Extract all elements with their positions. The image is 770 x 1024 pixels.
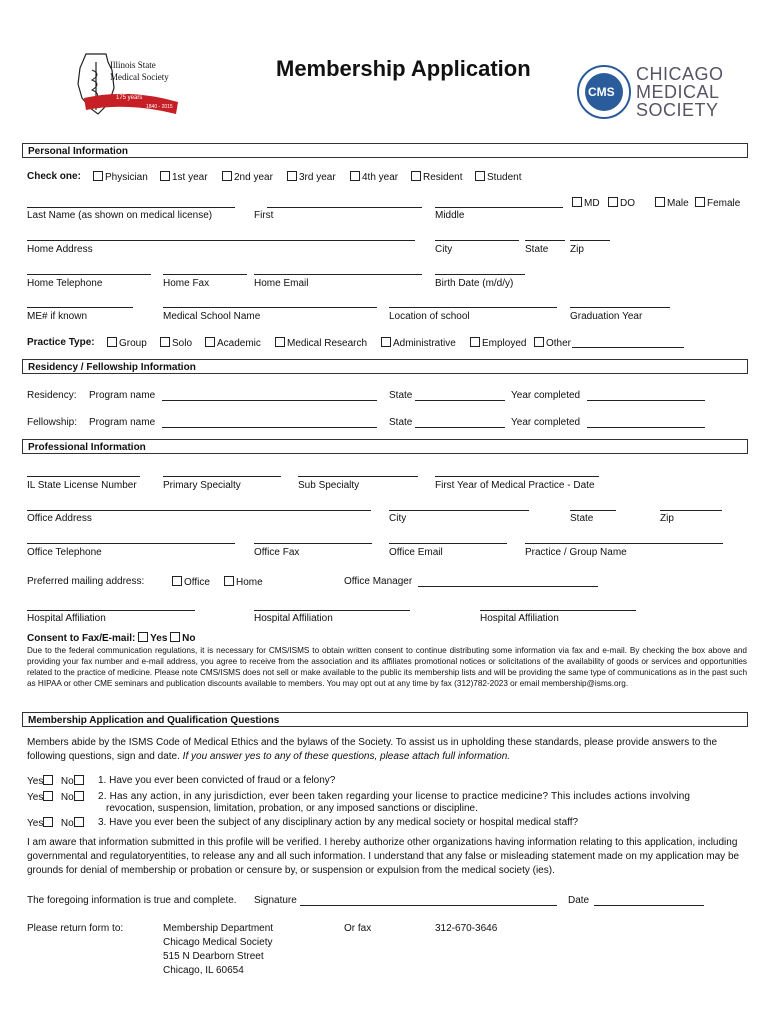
opt-label: Male bbox=[667, 198, 689, 209]
opt-label: 1st year bbox=[172, 172, 208, 183]
no-checkbox[interactable] bbox=[74, 775, 84, 785]
checkbox[interactable] bbox=[695, 197, 705, 207]
opt-administrative[interactable] bbox=[381, 337, 456, 349]
opt-2nd-year[interactable] bbox=[222, 171, 273, 183]
opt-label: Academic bbox=[217, 338, 261, 349]
checkbox[interactable] bbox=[160, 337, 170, 347]
field-line-primary[interactable] bbox=[163, 476, 281, 477]
label-office-email: Office Email bbox=[389, 547, 443, 558]
label-home-fax: Home Fax bbox=[163, 278, 210, 289]
label-office-city: City bbox=[389, 513, 407, 524]
opt-mail-office[interactable] bbox=[172, 576, 210, 588]
opt-group[interactable] bbox=[107, 337, 147, 349]
opt-label: Yes bbox=[150, 633, 168, 644]
label-office-address: Office Address bbox=[27, 513, 92, 524]
checkbox[interactable] bbox=[350, 171, 360, 181]
field-line-state[interactable] bbox=[525, 240, 565, 241]
field-line-first[interactable] bbox=[267, 207, 422, 208]
opt-label: MD bbox=[584, 198, 600, 209]
q3-text: 3. Have you ever been the subject of any disciplinary action by any medical society or hospital medical staff? bbox=[98, 817, 579, 828]
label-office-manager: Office Manager bbox=[344, 576, 413, 587]
label-hospital-1: Hospital Affiliation bbox=[27, 613, 106, 624]
opt-female[interactable] bbox=[695, 197, 740, 209]
checkbox[interactable] bbox=[93, 171, 103, 181]
field-line-location[interactable] bbox=[389, 307, 557, 308]
field-line-office-email[interactable] bbox=[389, 543, 507, 544]
field-line-grad[interactable] bbox=[570, 307, 670, 308]
opt-resident[interactable] bbox=[411, 171, 462, 183]
label-foregoing: The foregoing information is true and complete. bbox=[27, 895, 237, 906]
yes-label: Yes bbox=[27, 792, 44, 803]
cms-logo-line2: MEDICAL bbox=[636, 82, 720, 102]
opt-student[interactable] bbox=[475, 171, 521, 183]
opt-label: Other bbox=[546, 338, 572, 349]
no-label: No bbox=[60, 776, 74, 787]
checkbox[interactable] bbox=[160, 171, 170, 181]
opt-label: DO bbox=[620, 198, 635, 209]
label-signature: Signature bbox=[254, 895, 297, 906]
checkbox[interactable] bbox=[107, 337, 117, 347]
no-label: No bbox=[60, 792, 74, 803]
q1-answer[interactable] bbox=[27, 775, 86, 787]
qualification-intro bbox=[27, 736, 747, 764]
field-line-hospital-2[interactable] bbox=[254, 610, 410, 611]
address-line-4: Chicago, IL 60654 bbox=[163, 965, 244, 976]
consent-row bbox=[27, 632, 196, 644]
consent-yes-option[interactable] bbox=[138, 633, 167, 644]
label-license: IL State License Number bbox=[27, 480, 137, 491]
field-line-me[interactable] bbox=[27, 307, 133, 308]
checkbox[interactable] bbox=[411, 171, 421, 181]
cms-logo-line1: CHICAGO bbox=[636, 64, 724, 84]
opt-4th-year[interactable] bbox=[350, 171, 398, 183]
field-line-city[interactable] bbox=[435, 240, 519, 241]
q2-text-cont: revocation, suspension, limitation, probation, or any imposed sanctions or discipline. bbox=[106, 803, 478, 814]
opt-label: Student bbox=[487, 172, 522, 183]
field-line-office-zip[interactable] bbox=[660, 510, 722, 511]
q3-answer[interactable] bbox=[27, 817, 86, 829]
label-fellowship: Fellowship: bbox=[27, 417, 78, 428]
field-line-office-city[interactable] bbox=[389, 510, 529, 511]
field-line-last-name[interactable] bbox=[27, 207, 235, 208]
label-state: State bbox=[525, 244, 549, 255]
label-return: Please return form to: bbox=[27, 923, 124, 934]
address-line-3: 515 N Dearborn Street bbox=[163, 951, 264, 962]
label-office-fax: Office Fax bbox=[254, 547, 300, 558]
opt-mail-home[interactable] bbox=[224, 576, 263, 588]
label-home-address: Home Address bbox=[27, 244, 93, 255]
field-line-first-year[interactable] bbox=[435, 476, 599, 477]
label-home-tel: Home Telephone bbox=[27, 278, 103, 289]
opt-male[interactable] bbox=[655, 197, 689, 209]
field-line-office-state[interactable] bbox=[570, 510, 616, 511]
checkbox[interactable] bbox=[224, 576, 234, 586]
label-middle: Middle bbox=[435, 210, 465, 221]
field-line-home-fax[interactable] bbox=[163, 274, 247, 275]
yes-label: Yes bbox=[27, 818, 44, 829]
opt-solo[interactable] bbox=[160, 337, 192, 349]
label-zip: Zip bbox=[570, 244, 584, 255]
checkbox[interactable] bbox=[275, 337, 285, 347]
field-line-res-program[interactable] bbox=[162, 400, 377, 401]
opt-physician[interactable] bbox=[93, 171, 148, 183]
opt-do[interactable] bbox=[608, 197, 635, 209]
isms-logo-years: 1840 - 2015 bbox=[146, 104, 173, 110]
opt-label: 3rd year bbox=[299, 172, 336, 183]
field-line-home-tel[interactable] bbox=[27, 274, 151, 275]
label-primary: Primary Specialty bbox=[163, 480, 241, 491]
checkbox[interactable] bbox=[475, 171, 485, 181]
label-group-name: Practice / Group Name bbox=[525, 547, 627, 558]
no-checkbox[interactable] bbox=[74, 817, 84, 827]
checkbox[interactable] bbox=[655, 197, 665, 207]
label-first-year: First Year of Medical Practice - Date bbox=[435, 480, 595, 491]
label-res-year: Year completed bbox=[511, 390, 581, 401]
practice-type-label: Practice Type: bbox=[27, 337, 95, 348]
cms-logo-line3: SOCIETY bbox=[636, 100, 719, 120]
q2-answer[interactable] bbox=[27, 791, 86, 803]
label-sub: Sub Specialty bbox=[298, 480, 360, 491]
label-me: ME# if known bbox=[27, 311, 88, 322]
section-professional: Professional Information bbox=[22, 439, 748, 454]
yes-checkbox[interactable] bbox=[43, 791, 53, 801]
consent-no-option[interactable] bbox=[170, 633, 195, 644]
label-home-email: Home Email bbox=[254, 278, 309, 289]
opt-label: Administrative bbox=[393, 338, 456, 349]
isms-logo-banner: 175 years bbox=[116, 95, 143, 101]
checkbox[interactable] bbox=[534, 337, 544, 347]
opt-academic[interactable] bbox=[205, 337, 261, 349]
label-date: Date bbox=[568, 895, 590, 906]
intro-text: Members abide by the ISMS Code of Medical Ethics and the bylaws of the Society. To assist us in upholding these standards, please provide answers to the following questions, sign and date. bbox=[27, 737, 718, 762]
checkbox[interactable] bbox=[222, 171, 232, 181]
opt-employed[interactable] bbox=[470, 337, 526, 349]
no-label: No bbox=[60, 818, 74, 829]
yes-checkbox[interactable] bbox=[43, 817, 53, 827]
label-city: City bbox=[435, 244, 453, 255]
authorization-text: I am aware that information submitted in this profile will be verified. I hereby authorize other organizations having information relating to this application, including governmental and regulatoryentities, to release any and all such information. I understand that any false or misleading statement made on my application may be grounds for denial of membership or probation or censure by, or suspension or expulsion from the medical society (ies). bbox=[27, 837, 740, 876]
field-line-date[interactable] bbox=[594, 905, 704, 906]
field-line-res-state[interactable] bbox=[415, 400, 505, 401]
yes-label: Yes bbox=[27, 776, 44, 787]
label-med-school: Medical School Name bbox=[163, 311, 261, 322]
opt-label: Employed bbox=[482, 338, 527, 349]
opt-label: Resident bbox=[423, 172, 463, 183]
checkbox[interactable] bbox=[470, 337, 480, 347]
section-personal: Personal Information bbox=[22, 143, 748, 158]
label-hospital-3: Hospital Affiliation bbox=[480, 613, 559, 624]
address-line-2: Chicago Medical Society bbox=[163, 937, 273, 948]
fax-number: 312-670-3646 bbox=[435, 923, 498, 934]
field-line-other[interactable] bbox=[572, 347, 684, 348]
label-first: First bbox=[254, 210, 274, 221]
field-line-office-manager[interactable] bbox=[418, 586, 598, 587]
field-line-group-name[interactable] bbox=[525, 543, 723, 544]
opt-label: 4th year bbox=[362, 172, 399, 183]
label-fel-state: State bbox=[389, 417, 413, 428]
section-qualification: Membership Application and Qualification Questions bbox=[22, 712, 748, 727]
label-birth: Birth Date (m/d/y) bbox=[435, 278, 514, 289]
label-preferred-mailing: Preferred mailing address: bbox=[27, 576, 145, 587]
checkbox[interactable] bbox=[572, 197, 582, 207]
q1-text: 1. Have you ever been convicted of fraud or a felony? bbox=[98, 775, 336, 786]
label-location: Location of school bbox=[389, 311, 470, 322]
label-grad: Graduation Year bbox=[570, 311, 643, 322]
field-line-med-school[interactable] bbox=[163, 307, 377, 308]
section-residency: Residency / Fellowship Information bbox=[22, 359, 748, 374]
opt-other[interactable] bbox=[534, 337, 571, 349]
field-line-hospital-3[interactable] bbox=[480, 610, 636, 611]
opt-label: Medical Research bbox=[287, 338, 368, 349]
field-line-birth[interactable] bbox=[435, 274, 525, 275]
opt-label: No bbox=[182, 633, 196, 644]
field-line-res-year[interactable] bbox=[587, 400, 705, 401]
checkbox[interactable] bbox=[138, 632, 148, 642]
opt-md[interactable] bbox=[572, 197, 600, 209]
field-line-hospital-1[interactable] bbox=[27, 610, 195, 611]
opt-label: Office bbox=[184, 577, 210, 588]
field-line-middle[interactable] bbox=[435, 207, 563, 208]
opt-1st-year[interactable] bbox=[160, 171, 208, 183]
opt-medical-research[interactable] bbox=[275, 337, 367, 349]
label-hospital-2: Hospital Affiliation bbox=[254, 613, 333, 624]
field-line-sub[interactable] bbox=[298, 476, 418, 477]
label-office-zip: Zip bbox=[660, 513, 674, 524]
opt-3rd-year[interactable] bbox=[287, 171, 336, 183]
opt-label: Female bbox=[707, 198, 741, 209]
field-line-fel-program[interactable] bbox=[162, 427, 377, 428]
page-title: Membership Application bbox=[276, 56, 531, 81]
field-line-license[interactable] bbox=[27, 476, 140, 477]
label-office-tel: Office Telephone bbox=[27, 547, 102, 558]
label-office-state: State bbox=[570, 513, 594, 524]
consent-label: Consent to Fax/E-mail: bbox=[27, 633, 136, 644]
isms-logo-text-1: Illinois State bbox=[110, 60, 156, 70]
label-res-program: Program name bbox=[89, 390, 156, 401]
field-line-signature[interactable] bbox=[300, 905, 557, 906]
opt-label: Solo bbox=[172, 338, 193, 349]
checkbox[interactable] bbox=[381, 337, 391, 347]
label-last-name: Last Name (as shown on medical license) bbox=[27, 210, 213, 221]
checkbox[interactable] bbox=[170, 632, 180, 642]
label-res-state: State bbox=[389, 390, 413, 401]
opt-label: Physician bbox=[105, 172, 148, 183]
label-residency: Residency: bbox=[27, 390, 77, 401]
opt-label: 2nd year bbox=[234, 172, 273, 183]
consent-text: Due to the federal communication regulations, it is necessary for CMS/ISMS to obtain written consent to continue distributing some information via fax and e-mail. By checking the box above and providing your fax number and e-mail address, you agree to receive from the association and its affiliates promotional notices or solicitations of the availability of goods or services and opportunities related to the practice of medicine. Please note CMS/ISMS does not sell or make available to the public its membership lists and will be providing the same type of communications as in the past such as HIPAA or other CME seminars and publication discounts available to members. You may opt out at any time by fax (312)782-2023 or email membership@isms.org. bbox=[27, 646, 747, 688]
opt-label: Group bbox=[119, 338, 147, 349]
field-line-zip[interactable] bbox=[570, 240, 610, 241]
address-line-1: Membership Department bbox=[163, 923, 274, 934]
no-checkbox[interactable] bbox=[74, 791, 84, 801]
field-line-office-tel[interactable] bbox=[27, 543, 235, 544]
field-line-office-address[interactable] bbox=[27, 510, 371, 511]
checkbox[interactable] bbox=[205, 337, 215, 347]
cms-seal-text: CMS bbox=[588, 85, 615, 99]
q2-text: 2. Has any action, in any jurisdiction, ever been taken regarding your license to practice medicine? This includes actions involving bbox=[98, 791, 691, 802]
label-or-fax: Or fax bbox=[344, 923, 372, 934]
field-line-fel-state[interactable] bbox=[415, 427, 505, 428]
field-line-office-fax[interactable] bbox=[254, 543, 372, 544]
isms-logo-text-2: Medical Society bbox=[110, 72, 169, 82]
field-line-home-address[interactable] bbox=[27, 240, 415, 241]
label-fel-program: Program name bbox=[89, 417, 156, 428]
checkbox[interactable] bbox=[287, 171, 297, 181]
intro-italic: If you answer yes to any of these questions, please attach full information. bbox=[182, 751, 511, 762]
opt-label: Home bbox=[236, 577, 263, 588]
checkbox[interactable] bbox=[608, 197, 618, 207]
yes-checkbox[interactable] bbox=[43, 775, 53, 785]
field-line-home-email[interactable] bbox=[254, 274, 422, 275]
checkbox[interactable] bbox=[172, 576, 182, 586]
check-one-label: Check one: bbox=[27, 171, 81, 182]
field-line-fel-year[interactable] bbox=[587, 427, 705, 428]
label-fel-year: Year completed bbox=[511, 417, 581, 428]
